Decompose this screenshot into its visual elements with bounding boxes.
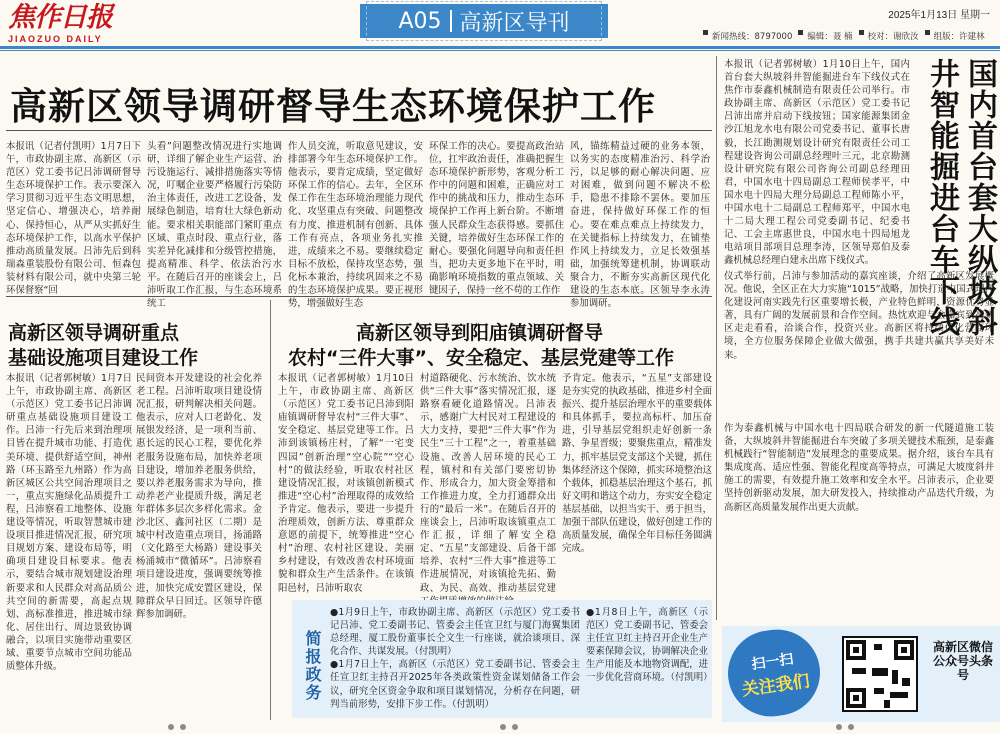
- article3-col2: 民间资本开发建设的社会化养老工程。吕沛听取项目建设情况汇报，研判解决相关问题。他表示，应对人口老龄化、发展银发经济，是一项利当前、惠长远的民心工程，要优化养老服务设施布局，加快养老项目建设，增加养老服务供给，要以养老服务需求为导向，推动养老产业提质升级，满足老年群体多层次多样化需求。金沙北区、鑫河社区（二期）是城中村改造重点项目，扬涌路（文化路至大杨路）建设事关杨涌城市“微循环”。吕沛察看项目建设进度，强调要统筹推进，加快完成安置区建设，保障群众早日回迁。区领导许德辉参加调研。: [136, 373, 262, 620]
- header-rule: [0, 46, 1000, 49]
- article4-headline-line2: 农村“三件大事”、安全稳定、基层党建等工作: [288, 347, 674, 369]
- dot: [168, 724, 174, 730]
- bullet-icon: [798, 30, 803, 35]
- scan-badge-line2: 关注我们: [740, 670, 811, 701]
- info-proofreader: 校对：谢欣汝: [867, 32, 919, 42]
- brief-label-line2: 简报: [303, 630, 322, 666]
- article1-col3: 作人员交流，听取意见建议，安排部署今年生态环境保护工作。他表示，要肯定成绩，坚定做好环保工作的信心。去年，全区环保工作在生态环境治理能力现代化、攻坚重点有突破、问题整改有力度、推进机制有创新、具体工作有亮点，各项业务扎实推进，成绩来之不易。要继续稳定目标不放松，保持攻坚态势，强化标本兼治，持续巩固来之不易的生态环境保护成果。要正视形势，增强做好生态: [288, 141, 423, 310]
- newspaper-logo: [8, 2, 128, 46]
- article1-col5: 风，锚练精益过硬的业务本领，以务实的态度精准治污、科学治污，以足够的耐心解决问题、应对困难，做到问题不解决不松手，隐患不排除不罢休。要加压奋进，保持做好环保工作的恒心。要在难点难点上持续发力，在关键指标上持续发力，在铺垫作风上持续发力，立足长效强基础，加强统筹建机制，协调联动聚合力，不断夯实高新区现代化建设的生态本底。区领导李永涛参加调研。: [570, 141, 710, 310]
- article2-headline-line1: 国内首台套大纵坡斜: [962, 58, 997, 337]
- page-dots: [836, 724, 854, 730]
- qr-module: [852, 668, 866, 674]
- masthead: [0, 0, 1000, 48]
- bullet-icon: [703, 30, 708, 35]
- article4-col2: 村道路硬化、污水统治、饮水统供“三件大事”落实情况汇报，逐路察看硬化道路情况。吕沛表示，感谢广大村民对工程建设的大力支持，要把“三件大事”作为民生“三十工程”之一，着重基础设施、改善人居环境的民心工程，镇村和有关部门要密切协作、形成合力，加大资金筹措和工作推进力度，全力打通群众出行的“最后一米”。在随后召开的座谈会上，吕沛听取该镇重点工作汇报，详细了解安全稳定、“五星”支部建设、后备干部培养、农村“三件大事”推进等工作进展情况，对该镇抢先拓、勤政、为民、高效、推动基层党建: [420, 373, 556, 594]
- divider: [6, 296, 712, 297]
- qr-module: [892, 670, 898, 684]
- qr-finder: [894, 640, 914, 660]
- qr-module: [884, 700, 890, 708]
- article4-col3: 予肯定。他表示，“五星”支部建设是夯实党的执政基础、推进乡村全面振兴、提升基层治理水平的重要载体和具体抓手，要拉高标杆、加压奋进，引导基层党组织走好创新一条路、争星晋级；要聚焦重点，精准发力，抓牢基层党支部这个关键，抓住集体经济这个保障，抓实环境整治这个载体，抓稳基层治理这个基石，抓好文明和谐这个动力，夯实安全稳定基层基础，以担当实干、勇于担当，加强干部队伍建设，做好创建工作的高质量发展，确保全年目标任务圆满完成。: [562, 373, 713, 555]
- qr-module: [872, 668, 888, 676]
- news-brief-label: [296, 612, 324, 702]
- qr-module: [890, 692, 908, 698]
- page-dots: [500, 724, 518, 730]
- article1-headline: 高新区领导调研督导生态环境保护工作: [10, 85, 656, 128]
- banner-divider: [450, 10, 452, 32]
- article1-col2: 头看”问题整改情况进行实地调研，详细了解企业生产运营、治污设施运行、减排措施落实等情况，叮嘱企业要严格履行污染防治主体责任，改进工艺设备，发展绿色制造，培育壮大绿色新动能。要求相关职能部门紧盯重点区域、重点时段、重点行业，落实差异化减排和分级管控措施，提高精准、科学、依法治污水平。在随后召开的座谈会上，吕沛听取工作汇报，与生态环境系统工: [147, 141, 282, 310]
- qr-module: [902, 678, 910, 686]
- article2-col3: 作为泰鑫机械与中国水电十四局联合研发的新一代隧道施工装备，大纵坡斜井智能掘进台车突破了多项关键技术瓶颈，是泰鑫机械践行“智能制造”发展理念的重要成果。据介绍，该台车具有集成度高、适应性强、智能化程度高等特点，可满足大坡度斜井施工的需要，有效提升施工效率和安全水平。吕沛表示，企业要坚持创新驱动发展，加大研发投入，持续推动产品迭代升级，为高新区高质量发展作出更大贡献。: [724, 423, 994, 513]
- column-divider: [716, 56, 717, 620]
- bullet-icon: [925, 30, 930, 35]
- article4-headline-line1: 高新区领导到阳庙镇调研督导: [356, 322, 604, 344]
- brief-label-line1: 政务: [303, 666, 322, 702]
- article2-headline-line2: 井智能掘进台车下线: [924, 58, 959, 337]
- article2-col2: 仪式举行前，吕沛与参加活动的嘉宾座谈，介绍了高新区发展概况。他说，全区正在大力实施“1015”战略，加快打造中国式现代化建设河南实践先行区重要增长极，产业特色鲜明，资源优势显著，具有广阔的发展前景和合作空间。热忱欢迎与会嘉宾到高新区走走看看，洽谈合作，投资兴业。高新区将持续优化营商环境，全方位服务保障企业做大做强，携手共建共赢共享美好未来。: [724, 271, 994, 361]
- brief-left-text: ●1月9日上午，市政协副主席、高新区（示范区）党工委书记吕沛、党工委副书记、管委会主任宣卫红与厦门海翼集团总经理、厦工股份董事长仝文生一行座谈，就洽谈项目、深化合作、共谋发展。（付凯明） ●1月7日上午，高新区（示范区）党工委副书记、管委会主任宣卫红主持召开2025年各类政策性资金谋划储备工作会议，研究全区资金争取和项目谋划情况，分析存在问题，研判当前形势，安排下步工作。（付凯明）: [330, 607, 580, 710]
- dot: [836, 724, 842, 730]
- article3-headline-line2: 基础设施项目建设工作: [8, 347, 199, 369]
- editorial-info: [700, 30, 1000, 42]
- divider: [6, 130, 712, 131]
- issue-date: 2025年1月13日 星期一: [888, 10, 990, 21]
- scan-badge-line1: 扫一扫: [750, 650, 795, 673]
- article3-headline-line1: 高新区领导调研重点: [8, 322, 180, 344]
- dot: [500, 724, 506, 730]
- bullet-icon: [859, 30, 864, 35]
- qr-module: [874, 688, 884, 694]
- dot: [180, 724, 186, 730]
- dot: [848, 724, 854, 730]
- section-title: 高新区导刊: [459, 10, 570, 36]
- qr-module: [874, 644, 882, 650]
- logo-english: JIAOZUO DAILY: [8, 34, 103, 44]
- section-banner: [360, 4, 608, 38]
- info-editor: 编辑：聂 楠: [807, 32, 853, 42]
- dot: [512, 724, 518, 730]
- article1-col4: 环保工作的决心。要提高政治站位，扛牢政治责任，准确把握生态环境保护新形势，客观分析工作中的问题和困难，正确应对工作中的挑战和压力，推动生态环境保护工作再上新台阶。不断增强人民群众生态获得感。要抓住关键，培养做好生态环保工作的耐心。要强化问题导向和责任担当，把功夫更多地下在平时，明确影响环境指数的重点领域、关键因子，保持一丝不苟的工作作: [429, 141, 564, 297]
- column-divider: [270, 300, 271, 720]
- article2-col1: 本报讯（记者郭树敏）1月10日上午，国内首台套大纵坡斜井智能掘进台车下线仪式在焦作市泰鑫机械制造有限责任公司举行。市政协副主席、高新区（示范区）党工委书记吕沛出席并启动下线按钮；国家能源集团金沙江旭龙水电有限公司党委书记、董事长唐毅，长江勘测规划设计研究有限责任公司工程建设咨询公司副总经理叶三元，北京勘测设计研究院有限公司咨询公司副总经理田君，中国水电十四局副总工程师侯孝平，中国水电十四局大理分局副总工程师陈小平，中国水电十二局副总工程师郑平，中国水电十二局大理工程公司党委副书记、纪委书记、工会主席惠世良，中国水电十四局旭龙电站项目部项目总理李涛，区领导郑伯及泰鑫机械总经理白建永出席下线仪式。: [724, 59, 910, 267]
- article1-col1: 本报讯（记者付凯明）1月7日下午，市政协副主席、高新区（示范区）党工委书记吕沛调研督导生态环境保护工作。表示要深入学习贯彻习近平生态文明思想，坚定信心、增强决心，培养耐心、保持恒心，从严从实抓好生态环境保护工作，以高水平保护推动高质量发展。吕沛先后到科瑞森重装股份有限公司、恒森包装材料有限公司，就中央第三轮环保督察“回: [6, 141, 141, 297]
- article3-col1: 本报讯（记者郭树敏）1月7日上午，市政协副主席、高新区（示范区）党工委书记吕沛调研重点基础设施项目建设工作。吕沛一行先后来到治理项目皆在提升城市功能、打造优美环境、提供舒适空间，神州路（环玉路至九州路）作为高新区城区公共空间治理项目之一，重点实施绿化品质提升工程，吕沛察看工地整体、设施建设等情况，听取智慧城市建设项目推进情况汇报，研究项目规划方案、建设布局等，明确项目建设目标要求。他表示，要结合城市规划建设治理新要求和人民群众对高品质公共空间的新需要，高起点规划、高标准推进，推进城市绿化、居住出行、周边景致协调融合，以项目实施带动重要区域、重要节点城市空间功能品质整体升级。: [6, 373, 132, 673]
- article4-col1: 本报讯（记者郭树敏）1月10日上午，市政协副主席、高新区（示范区）党工委书记吕沛到阳庙镇调研督导农村“三件大事”、安全稳定、基层党建等工作。吕沛到该镇杨庄村，了解“一宅变四园”创新治理“空心院”“空心村”的做法经验，听取农村社区建设情况汇报，对该镇创新模式推进“空心村”治理取得的成效给予肯定。他表示，要进一步提升治理质效，创新方法、尊重群众意愿的前提下，统筹推进“空心村”治理、农村社区建设、美丽乡村建设，有效改善农村环境面貌和群众生产生活条件。在该镇阳邑村，吕沛听取农: [278, 373, 414, 594]
- logo-chinese: 焦作日报: [8, 2, 112, 33]
- page-number: A05: [398, 8, 442, 34]
- page-dots: [168, 724, 186, 730]
- qr-label: 高新区微信公众号头条号: [932, 640, 993, 682]
- qr-finder: [846, 688, 866, 708]
- info-layout: 组版：许建林: [933, 32, 985, 42]
- brief-right-text: ●1月8日上午，高新区（示范区）党工委副书记、管委会主任宣卫红主持召开企业生产要素保障会议，协调解决企业生产用能及本地物资调配，进一步优化营商环境。（付凯明）: [586, 607, 713, 684]
- info-hotline: 新闻热线：8797000: [712, 32, 793, 42]
- qr-code-icon[interactable]: [842, 636, 918, 712]
- header-rule-thin: [0, 50, 1000, 51]
- qr-finder: [846, 640, 866, 660]
